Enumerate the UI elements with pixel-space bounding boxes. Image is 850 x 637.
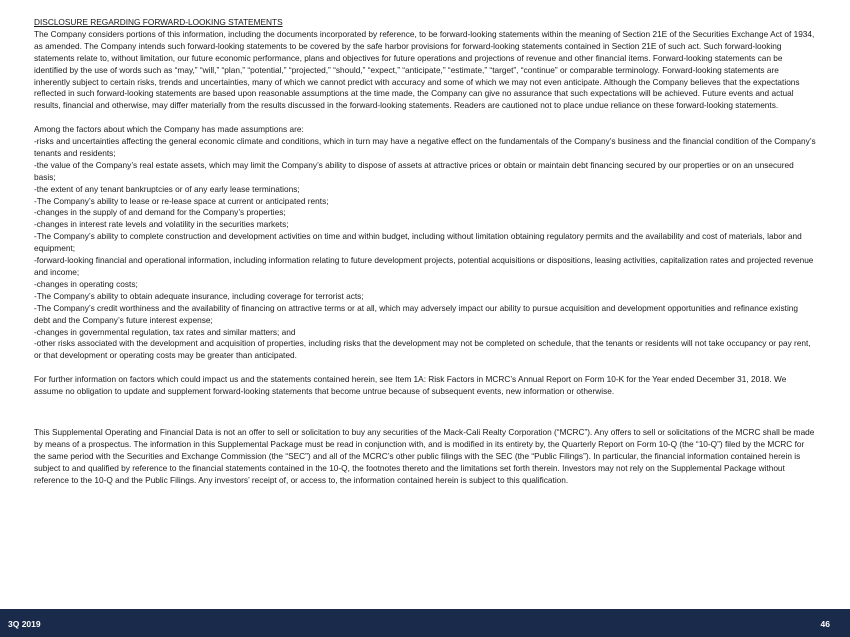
factor-item: -the value of the Company’s real estate assets, which may limit the Company’s ability to dispose of assets at attractive prices or obtain or maintain debt financing secured by our properties or on an unsecured basis;	[34, 159, 794, 182]
page-number: 46	[820, 619, 830, 629]
factor-item: -risks and uncertainties affecting the general economic climate and conditions, which in turn may have a negative effect on the fundamentals of the Company’s business and the financial condition of the Company’s tenants and residents;	[34, 136, 816, 158]
factor-item: -forward-looking financial and operational information, including information relating to future development projects, potential acquisitions or dispositions, leasing activities, capitalization rates and projected revenue and income;	[34, 255, 814, 278]
factor-item: -The Company’s ability to complete construction and development activities on time and within budget, including without limitation obtaining regulatory permits and the availability and cost of materials, labor and equipment;	[34, 231, 802, 254]
section-heading: DISCLOSURE REGARDING FORWARD-LOOKING STATEMENTS	[34, 17, 283, 27]
factor-item: -The Company’s ability to lease or re-lease space at current or anticipated rents;	[34, 195, 329, 206]
factor-item: -changes in governmental regulation, tax rates and similar matters; and	[34, 326, 296, 337]
factors-intro: Among the factors about which the Company has made assumptions are:	[34, 124, 304, 135]
footer-bar	[0, 609, 850, 637]
footer-period: 3Q 2019	[8, 619, 41, 629]
further-information-paragraph: For further information on factors which could impact us and the statements contained herein, see Item 1A: Risk Factors in MCRC’s Annual Report on Form 10-K for the Year ended December 31, 2018. We assume no obligation to update and supplement forward-looking statements that become untrue because of subsequent events, new information or otherwise.	[34, 374, 787, 397]
factor-item: -other risks associated with the development and acquisition of properties, including risks that the development may not be completed on schedule, that the tenants or residents will not take occupancy or pay rent, or that development or operating costs may be greater than anticipated.	[34, 338, 811, 361]
factor-item: -The Company’s ability to obtain adequate insurance, including coverage for terrorist acts;	[34, 290, 364, 301]
factor-item: -changes in interest rate levels and volatility in the securities markets;	[34, 219, 289, 230]
supplemental-disclaimer-paragraph: This Supplemental Operating and Financial Data is not an offer to sell or solicitation to buy any securities of the Mack-Cali Realty Corporation (“MCRC”). Any offers to sell or solicitations of the MCRC shall be made by means of a prospectus. The information in this Supplemental Package must be read in conjunction with, and is modified in its entirety by, the Quarterly Report on Form 10-Q (the “10-Q”) filed by the MCRC for the same period with the Securities and Exchange Commission (the “SEC”) and all of the MCRC’s other public filings with the SEC (the “Public Filings”). In particular, the financial information contained herein is subject to and qualified by reference to the financial statements contained in the 10-Q, the footnotes thereto and the limitations set forth therein. Investors may not rely on the Supplemental Package without reference to the 10-Q and the Public Filings. Any investors’ receipt of, or access to, the information contained herein is subject to this qualification.	[34, 426, 815, 485]
factor-item: -changes in operating costs;	[34, 278, 138, 289]
factor-item: -the extent of any tenant bankruptcies or of any early lease terminations;	[34, 183, 300, 194]
document-body	[34, 17, 816, 487]
factor-item: -The Company’s credit worthiness and the availability of financing on attractive terms or at all, which may adversely impact our ability to pursue acquisition and development opportunities and refinance existing debt and the Company’s future interest expense;	[34, 302, 799, 325]
factors-list	[34, 136, 816, 362]
forward-looking-paragraph: The Company considers portions of this information, including the documents incorporated by reference, to be forward-looking statements within the meaning of Section 21E of the Securities Exchange Act of 1934, as amended. The Company intends such forward-looking statements to be covered by the safe harbor provisions for forward-looking statements contained in Section 21E of such act. Such forward-looking statements relate to, without limitation, our future economic performance, plans and objectives for future operations and projections of revenue and other financial items. Forward-looking statements can be identified by the use of words such as “may,” “will,” “plan,” “potential,” “projected,” “should,” “expect,” “anticipate,” “estimate,” “target”, “continue” or comparable terminology. Forward-looking statements are inherently subject to certain risks, trends and uncertainties, many of which we cannot predict with accuracy and some of which we may not even anticipate. Although the Company believes that the expectations reflected in such forward-looking statements are based upon reasonable assumptions at the time made, the Company can give no assurance that such expectations will be achieved. Future events and actual results, financial and otherwise, may differ materially from the results discussed in the forward-looking statements. Readers are cautioned not to place undue reliance on these forward-looking statements.	[34, 28, 815, 111]
factor-item: -changes in the supply of and demand for the Company’s properties;	[34, 207, 286, 218]
